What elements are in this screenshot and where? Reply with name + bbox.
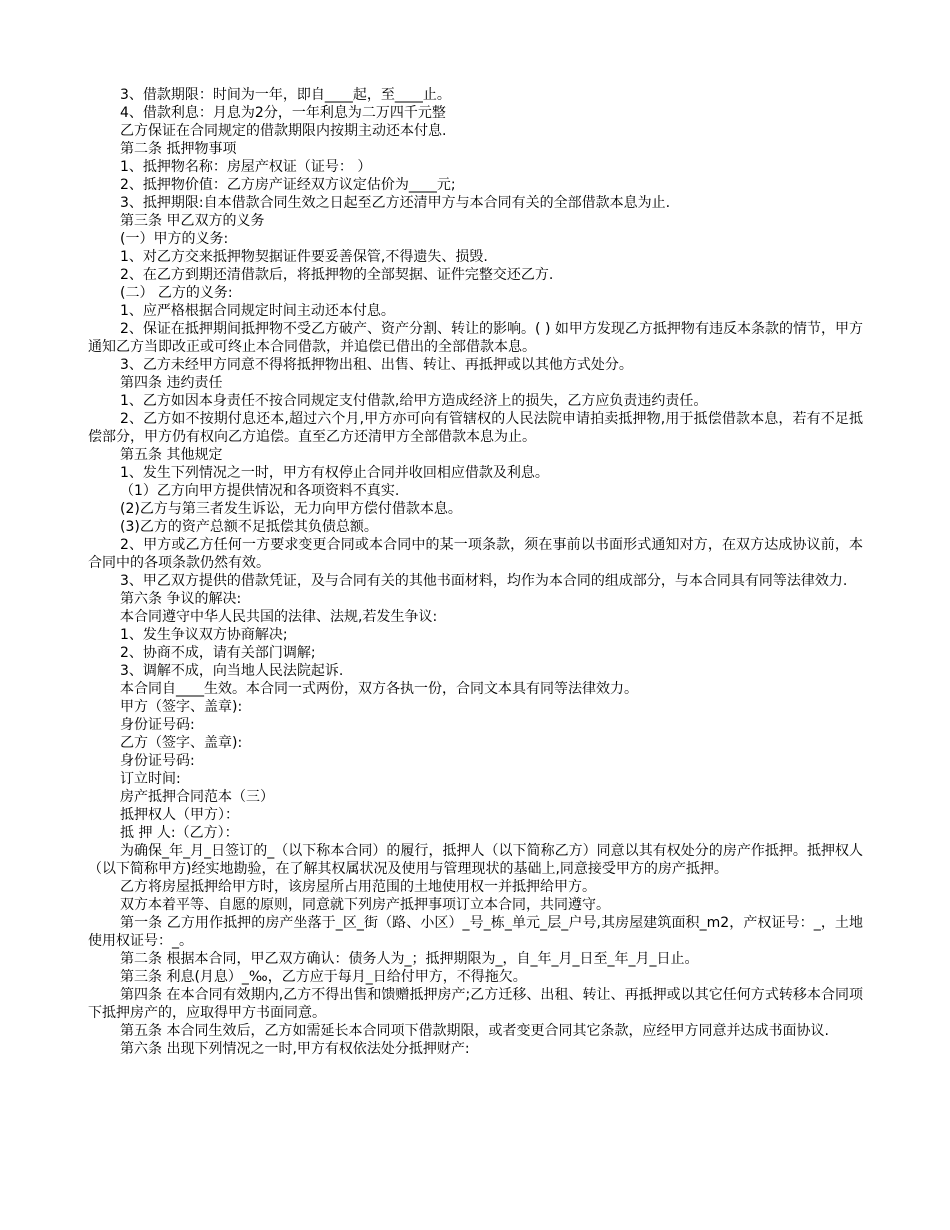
paragraph: 3、甲乙双方提供的借款凭证，及与合同有关的其他书面材料，均作为本合同的组成部分，与本合同具有同等法律效力.	[120, 573, 848, 589]
section-heading: 第二条 抵押物事项	[120, 141, 237, 157]
signature-line: 身份证号码:	[120, 717, 195, 733]
signature-line: 乙方（签字、盖章):	[120, 735, 243, 751]
paragraph: 3、借款期限：时间为一年，即自____起，至____止。	[120, 87, 451, 103]
signature-line: 甲方（签字、盖章):	[120, 699, 243, 715]
paragraph: 3、抵押期限:自本借款合同生效之日起至乙方还清甲方与本合同有关的全部借款本息为止.	[120, 195, 671, 211]
paragraph: 2、协商不成，请有关部门调解;	[120, 645, 316, 661]
paragraph: 1、发生下列情况之一时，甲方有权停止合同并收回相应借款及利息。	[120, 465, 549, 481]
paragraph: 2、保证在抵押期间抵押物不受乙方破产、资产分割、转让的影响。( ) 如甲方发现乙方抵押物有违反本条款的情节，甲方通知乙方当即改正或可终止本合同借款，并追偿已借出的全部借款本息。	[88, 321, 863, 355]
paragraph: 第二条 根据本合同，甲乙双方确认：债务人为_；抵押期限为_，自_年_月_日至_年_月_日止。	[120, 951, 699, 967]
paragraph: 乙方保证在合同规定的借款期限内按期主动还本付息.	[120, 123, 447, 139]
party-line: 抵押权人（甲方）：	[120, 807, 239, 823]
party-line: 抵 押 人:（乙方）：	[120, 825, 239, 841]
paragraph: 2、在乙方到期还清借款后，将抵押物的全部契据、证件完整交还乙方.	[120, 267, 554, 283]
paragraph: (一）甲方的义务:	[120, 231, 229, 247]
document-body	[88, 86, 863, 1058]
section-heading: 第三条 甲乙双方的义务	[120, 213, 265, 229]
paragraph: 乙方将房屋抵押给甲方时，该房屋所占用范围的土地使用权一并抵押给甲方。	[120, 879, 596, 895]
paragraph: (2)乙方与第三者发生诉讼，无力向甲方偿付借款本息。	[120, 501, 462, 517]
paragraph: 4、借款利息：月息为2分，一年利息为二万四千元整	[120, 105, 446, 121]
signature-line: 订立时间:	[120, 771, 181, 787]
section-heading: 第五条 其他规定	[120, 447, 223, 463]
paragraph: 2、甲方或乙方任何一方要求变更合同或本合同中的某一项条款，须在事前以书面形式通知对方，在双方达成协议前，本合同中的各项条款仍然有效。	[88, 537, 863, 571]
paragraph: 1、对乙方交来抵押物契据证件要妥善保管,不得遗失、损毁.	[120, 249, 488, 265]
paragraph: 2、抵押物价值：乙方房产证经双方议定估价为____元;	[120, 177, 456, 193]
paragraph: (3)乙方的资产总额不足抵偿其负债总额。	[120, 519, 378, 535]
paragraph: 1、抵押物名称：房屋产权证（证号： ）	[120, 159, 372, 175]
paragraph: 第一条 乙方用作抵押的房产坐落于_区_街（路、小区）_号_栋_单元_层_户号,其房屋建筑面积_m2，产权证号：_，土地使用权证号：_。	[88, 915, 863, 949]
document-title: 房产抵押合同范本（三）	[120, 789, 274, 805]
signature-line: 身份证号码:	[120, 753, 195, 769]
paragraph: 本合同自____生效。本合同一式两份，双方各执一份，合同文本具有同等法律效力。	[120, 681, 638, 697]
paragraph: 2、乙方如不按期付息还本,超过六个月,甲方亦可向有管辖权的人民法院申请拍卖抵押物,用于抵偿借款本息，若有不足抵偿部分，甲方仍有权向乙方追偿。直至乙方还清甲方全部借款本息为止。	[88, 411, 863, 445]
paragraph: 为确保_年_月_日签订的_（以下称本合同）的履行，抵押人（以下简称乙方）同意以其有权处分的房产作抵押。抵押权人（以下简称甲方)经实地勘验，在了解其权属状况及使用与管理现状的基础上,同意接受甲方的房产抵押。	[88, 843, 863, 877]
paragraph: 第三条 利息(月息）_‰，乙方应于每月_日给付甲方，不得拖欠。	[120, 969, 527, 985]
paragraph: 第六条 出现下列情况之一时,甲方有权依法处分抵押财产:	[120, 1041, 470, 1057]
paragraph: 双方本着平等、自愿的原则，同意就下列房产抵押事项订立本合同，共同遵守。	[120, 897, 610, 913]
paragraph: 1、乙方如因本身责任不按合同规定支付借款,给甲方造成经济上的损失，乙方应负责违约责任。	[120, 393, 708, 409]
paragraph: 第四条 在本合同有效期内,乙方不得出售和馈赠抵押房产;乙方迁移、出租、转让、再抵押或以其它任何方式转移本合同项下抵押房产的，应取得甲方书面同意。	[88, 987, 863, 1021]
paragraph: (二） 乙方的义务:	[120, 285, 233, 301]
paragraph: 本合同遵守中华人民共国的法律、法规,若发生争议:	[120, 609, 438, 625]
paragraph: 1、发生争议双方协商解决;	[120, 627, 288, 643]
section-heading: 第六条 争议的解决:	[120, 591, 242, 607]
paragraph: 3、调解不成，向当地人民法院起诉.	[120, 663, 344, 679]
section-heading: 第四条 违约责任	[120, 375, 223, 391]
paragraph: （1）乙方向甲方提供情况和各项资料不真实.	[120, 483, 400, 499]
paragraph: 3、乙方未经甲方同意不得将抵押物出租、出售、转让、再抵押或以其他方式处分。	[120, 357, 633, 373]
paragraph: 第五条 本合同生效后，乙方如需延长本合同项下借款期限，或者变更合同其它条款，应经甲方同意并达成书面协议.	[120, 1023, 829, 1039]
paragraph: 1、应严格根据合同规定时间主动还本付息。	[120, 303, 395, 319]
